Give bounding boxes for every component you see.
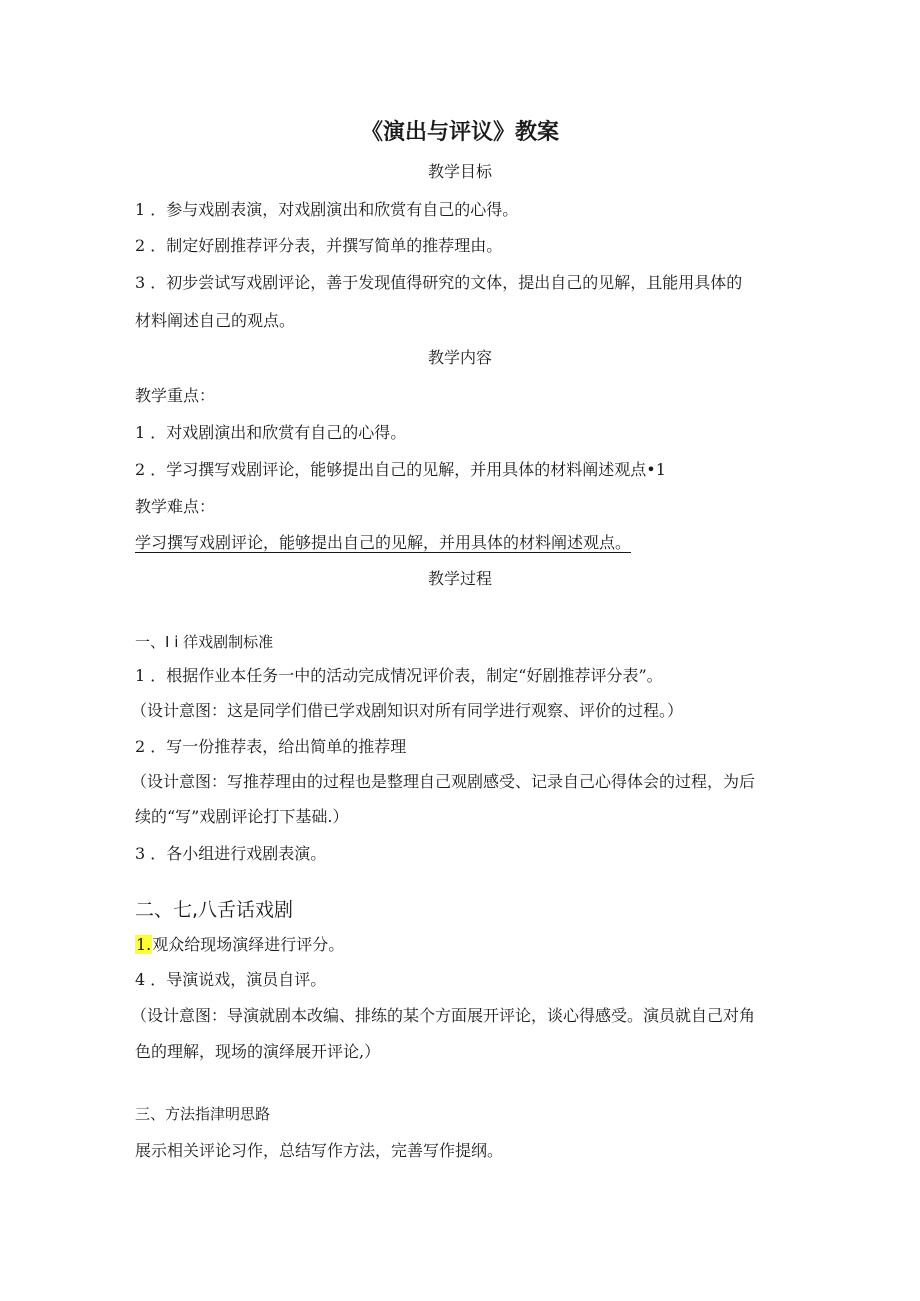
- part1-design-note-continued: 续的“写”戏剧评论打下基础.）: [135, 807, 349, 826]
- part1-design-note: （设计意图：写推荐理由的过程也是整理自己观剧感受、记录自己心得体会的过程，为后: [131, 772, 756, 791]
- part3-heading: 三、方法指津明思路: [135, 1105, 271, 1123]
- part2-design-note: （设计意图：导演就剧本改编、排练的某个方面展开评论，谈心得感受。演员就自己对角: [131, 1006, 756, 1025]
- part3-line: 展示相关评论习作，总结写作方法，完善写作提纲。: [135, 1141, 504, 1160]
- part1-heading: 一、I i 徉戏剧制标准: [135, 633, 274, 651]
- document-title: 《演出与评议》教案: [360, 120, 559, 145]
- part1-line: 1 ．根据作业本任务一中的活动完成情况评价表，制定“好剧推荐评分表”。: [135, 666, 663, 685]
- part2-line: 4 ．导演说戏，演员自评。: [135, 970, 327, 989]
- key-point-item: 2 ．学习撰写戏剧评论，能够提出自己的见解，并用具体的材料阐述观点•1: [135, 460, 666, 479]
- part2-heading: 二、七,八舌话戏剧: [135, 899, 294, 921]
- part2-first-text: 观众给现场演绎进行评分。: [152, 935, 345, 954]
- section-heading-content: 教学内容: [427, 348, 492, 367]
- section-heading-process: 教学过程: [427, 569, 492, 588]
- difficulty-text: 学习撰写戏剧评论，能够提出自己的见解，并用具体的材料阐述观点。: [135, 533, 632, 552]
- part1-design-note: （设计意图：这是同学们借已学戏剧知识对所有同学进行观察、评价的过程。）: [131, 701, 684, 720]
- objective-item: 2 ．制定好剧推荐评分表，并撰写简单的推荐理由。: [135, 236, 503, 255]
- key-points-label: 教学重点：: [135, 386, 216, 405]
- objective-item: 3 ．初步尝试写戏剧评论，善于发现值得研究的文体，提出自己的见解，且能用具体的: [135, 273, 743, 292]
- key-point-item: 1 ．对戏剧演出和欣赏有自己的心得。: [135, 423, 407, 442]
- part2-first-item: [135, 934, 344, 956]
- objective-item-continued: 材料阐述自己的观点。: [135, 311, 296, 330]
- difficulty-label: 教学难点：: [135, 497, 216, 516]
- highlight-marker: 1.: [136, 935, 152, 954]
- part1-line: 3 ．各小组进行戏剧表演。: [135, 844, 327, 863]
- section-heading-objectives: 教学目标: [427, 162, 492, 181]
- part2-design-note-continued: 色的理解，现场的演绎展开评论,）: [135, 1042, 381, 1061]
- objective-item: 1 ．参与戏剧表演，对戏剧演出和欣赏有自己的心得。: [135, 200, 519, 219]
- part1-line: 2 ．写一份推荐表，给出简单的推荐理: [135, 737, 407, 756]
